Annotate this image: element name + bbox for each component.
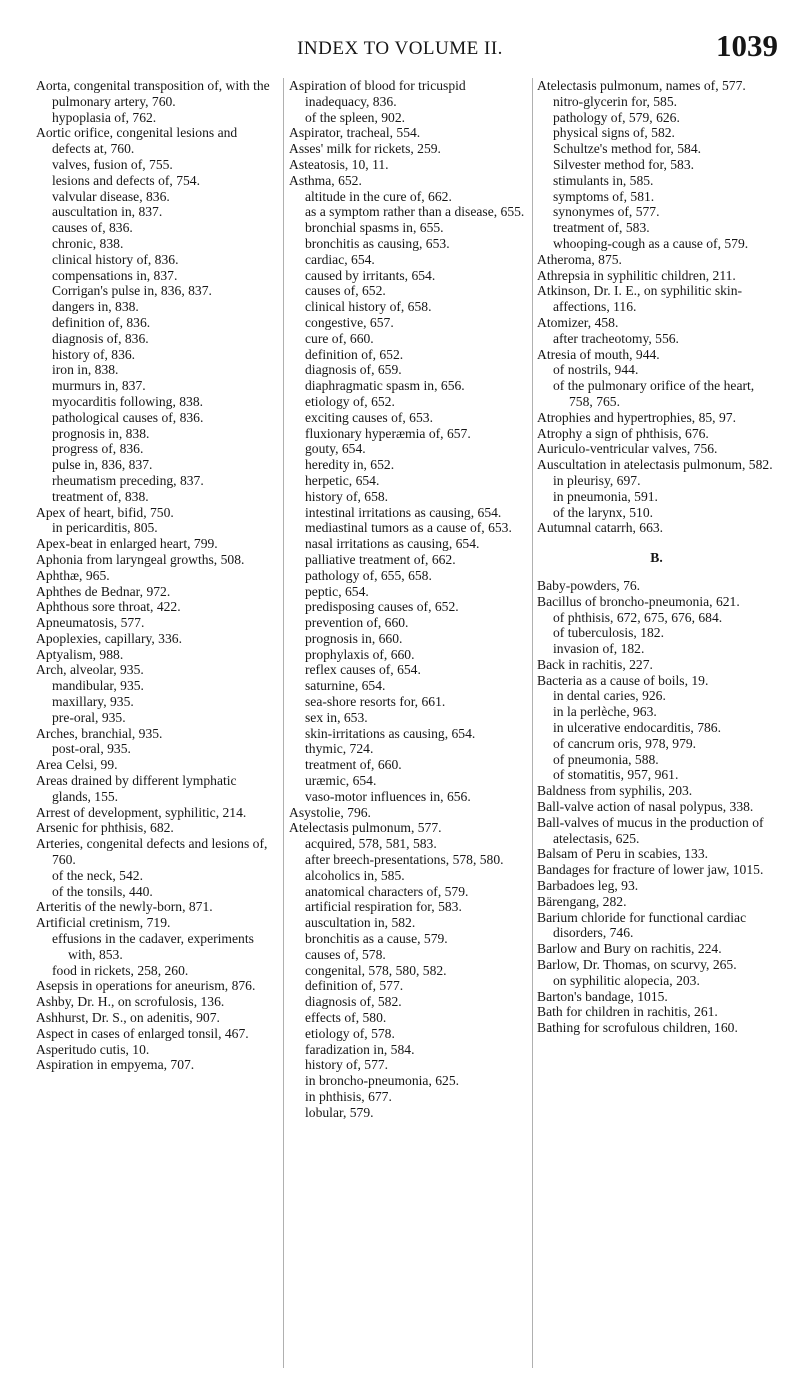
index-entry: Arteritis of the newly-born, 871. bbox=[36, 899, 213, 915]
index-subentry: of the neck, 542. bbox=[52, 867, 143, 883]
index-subentry: faradization in, 584. bbox=[305, 1041, 415, 1057]
index-subentry: anatomical characters of, 579. bbox=[305, 883, 469, 899]
index-entry: Baldness from syphilis, 203. bbox=[537, 783, 693, 799]
index-subentry: of the larynx, 510. bbox=[553, 504, 654, 520]
index-subentry: dangers in, 838. bbox=[52, 299, 139, 315]
index-subentry: etiology of, 652. bbox=[305, 393, 395, 409]
index-subentry: clinical history of, 836. bbox=[52, 251, 179, 267]
index-subentry: progress of, 836. bbox=[52, 441, 144, 457]
index-subentry: nasal irritations as causing, 654. bbox=[305, 536, 480, 552]
index-subentry: in ulcerative endocarditis, 786. bbox=[553, 720, 721, 736]
index-subentry: of the spleen, 902. bbox=[305, 109, 406, 125]
index-entry: Back in rachitis, 227. bbox=[537, 656, 653, 672]
index-entry: Aphthæ, 965. bbox=[36, 567, 110, 583]
page-header bbox=[22, 16, 778, 76]
index-subentry: prognosis in, 660. bbox=[305, 630, 403, 646]
index-subentry: mandibular, 935. bbox=[52, 678, 144, 694]
index-subentry: exciting causes of, 653. bbox=[305, 409, 433, 425]
index-entry: Arsenic for phthisis, 682. bbox=[36, 820, 174, 836]
index-entry: Atkinson, Dr. I. E., on syphilitic skin-affections, 116. bbox=[537, 283, 743, 315]
index-subentry: reflex causes of, 654. bbox=[305, 662, 421, 678]
index-entry: Aptyalism, 988. bbox=[36, 646, 124, 662]
index-column-2 bbox=[289, 78, 529, 1121]
index-subentry: treatment of, 583. bbox=[553, 220, 650, 236]
index-subentry: after tracheotomy, 556. bbox=[553, 330, 679, 346]
index-subentry: intestinal irritations as causing, 654. bbox=[305, 504, 502, 520]
index-subentry: causes of, 652. bbox=[305, 283, 386, 299]
index-subentry: thymic, 724. bbox=[305, 741, 374, 757]
index-entry: Aphthous sore throat, 422. bbox=[36, 599, 181, 615]
index-subentry: history of, 836. bbox=[52, 346, 136, 362]
index-subentry: palliative treatment of, 662. bbox=[305, 551, 456, 567]
index-subentry: valves, fusion of, 755. bbox=[52, 156, 173, 172]
index-entry: Apoplexies, capillary, 336. bbox=[36, 630, 182, 646]
index-entry: Ashhurst, Dr. S., on adenitis, 907. bbox=[36, 1010, 220, 1026]
index-subentry: cure of, 660. bbox=[305, 330, 374, 346]
index-subentry: as a symptom rather than a disease, 655. bbox=[305, 204, 525, 220]
index-entry: Atelectasis pulmonum, 577. bbox=[289, 820, 442, 836]
index-subentry: treatment of, 660. bbox=[305, 757, 402, 773]
index-subentry: effects of, 580. bbox=[305, 1010, 387, 1026]
index-subentry: of pneumonia, 588. bbox=[553, 751, 659, 767]
index-subentry: etiology of, 578. bbox=[305, 1025, 395, 1041]
index-columns bbox=[36, 78, 776, 1368]
index-subentry: acquired, 578, 581, 583. bbox=[305, 836, 437, 852]
index-subentry: alcoholics in, 585. bbox=[305, 867, 405, 883]
index-entry: Area Celsi, 99. bbox=[36, 757, 118, 773]
index-subentry: lesions and defects of, 754. bbox=[52, 172, 200, 188]
index-subentry: diagnosis of, 659. bbox=[305, 362, 402, 378]
index-subentry: physical signs of, 582. bbox=[553, 125, 675, 141]
index-subentry: bronchial spasms in, 655. bbox=[305, 220, 444, 236]
index-subentry: Silvester method for, 583. bbox=[553, 156, 695, 172]
index-column-1 bbox=[36, 78, 276, 1073]
index-entry: Arteries, congenital defects and lesions of, 760. bbox=[36, 836, 268, 868]
index-entry: Barbadoes leg, 93. bbox=[537, 878, 639, 894]
index-entry: Arch, alveolar, 935. bbox=[36, 662, 144, 678]
index-entry: Aphthes de Bednar, 972. bbox=[36, 583, 171, 599]
index-subentry: causes of, 836. bbox=[52, 220, 133, 236]
index-subentry: myocarditis following, 838. bbox=[52, 393, 204, 409]
index-entry: Bärengang, 282. bbox=[537, 893, 627, 909]
index-subentry: of nostrils, 944. bbox=[553, 362, 639, 378]
index-subentry: pre-oral, 935. bbox=[52, 709, 126, 725]
index-subentry: hypoplasia of, 762. bbox=[52, 109, 157, 125]
index-subentry: sea-shore resorts for, 661. bbox=[305, 694, 446, 710]
index-subentry: definition of, 836. bbox=[52, 314, 151, 330]
index-entry: Atrophy a sign of phthisis, 676. bbox=[537, 425, 709, 441]
index-subentry: of tuberculosis, 182. bbox=[553, 625, 665, 641]
index-subentry: in pleurisy, 697. bbox=[553, 472, 641, 488]
index-subentry: uræmic, 654. bbox=[305, 773, 377, 789]
index-subentry: clinical history of, 658. bbox=[305, 299, 432, 315]
index-entry: Atomizer, 458. bbox=[537, 314, 619, 330]
section-letter: B. bbox=[650, 550, 663, 566]
index-entry: Arches, branchial, 935. bbox=[36, 725, 163, 741]
index-entry: Asteatosis, 10, 11. bbox=[289, 156, 389, 172]
index-subentry: of the tonsils, 440. bbox=[52, 883, 153, 899]
index-subentry: gouty, 654. bbox=[305, 441, 366, 457]
index-subentry: caused by irritants, 654. bbox=[305, 267, 436, 283]
index-entry: Arrest of development, syphilitic, 214. bbox=[36, 804, 247, 820]
index-subentry: peptic, 654. bbox=[305, 583, 369, 599]
index-subentry: Corrigan's pulse in, 836, 837. bbox=[52, 283, 212, 299]
index-entry: Autumnal catarrh, 663. bbox=[537, 520, 664, 536]
index-subentry: pathology of, 655, 658. bbox=[305, 567, 432, 583]
page-number: 1039 bbox=[716, 28, 778, 63]
index-entry: Apex-beat in enlarged heart, 799. bbox=[36, 536, 218, 552]
index-subentry: rheumatism preceding, 837. bbox=[52, 472, 204, 488]
index-entry: Aspect in cases of enlarged tonsil, 467. bbox=[36, 1025, 249, 1041]
index-subentry: bronchitis as causing, 653. bbox=[305, 235, 450, 251]
index-entry: Bathing for scrofulous children, 160. bbox=[537, 1020, 738, 1036]
index-entry: Auriculo-ventricular valves, 756. bbox=[537, 441, 718, 457]
index-entry: Asthma, 652. bbox=[289, 172, 362, 188]
index-subentry: pulse in, 836, 837. bbox=[52, 457, 153, 473]
index-entry: Asperitudo cutis, 10. bbox=[36, 1041, 150, 1057]
index-entry: Asses' milk for rickets, 259. bbox=[289, 141, 441, 157]
index-subentry: skin-irritations as causing, 654. bbox=[305, 725, 476, 741]
index-entry: Apex of heart, bifid, 750. bbox=[36, 504, 174, 520]
index-entry: Aorta, congenital transposition of, with the pulmonary artery, 760. bbox=[36, 78, 270, 109]
index-subentry: auscultation in, 837. bbox=[52, 204, 163, 220]
running-title: INDEX TO VOLUME II. bbox=[297, 38, 503, 59]
index-subentry: bronchitis as a cause, 579. bbox=[305, 931, 448, 947]
index-entry: Ball-valve action of nasal polypus, 338. bbox=[537, 799, 754, 815]
index-subentry: food in rickets, 258, 260. bbox=[52, 962, 189, 978]
index-subentry: cardiac, 654. bbox=[305, 251, 375, 267]
index-subentry: prevention of, 660. bbox=[305, 615, 409, 631]
index-entry: Aortic orifice, congenital lesions and defects at, 760. bbox=[36, 125, 238, 157]
index-entry: Aphonia from laryngeal growths, 508. bbox=[36, 551, 245, 567]
index-subentry: in phthisis, 677. bbox=[305, 1089, 392, 1104]
index-subentry: herpetic, 654. bbox=[305, 472, 380, 488]
index-subentry: definition of, 652. bbox=[305, 346, 404, 362]
index-subentry: diagnosis of, 836. bbox=[52, 330, 149, 346]
index-subentry: of cancrum oris, 978, 979. bbox=[553, 735, 697, 751]
index-subentry: iron in, 838. bbox=[52, 362, 119, 378]
index-subentry: symptoms of, 581. bbox=[553, 188, 655, 204]
index-entry: Aspiration of blood for tricuspid inadequacy, 836. bbox=[289, 78, 466, 109]
index-subentry: whooping-cough as a cause of, 579. bbox=[553, 235, 749, 251]
index-subentry: diagnosis of, 582. bbox=[305, 994, 402, 1010]
index-subentry: chronic, 838. bbox=[52, 235, 124, 251]
index-entry: Areas drained by different lymphatic glands, 155. bbox=[36, 773, 237, 804]
index-subentry: murmurs in, 837. bbox=[52, 378, 146, 394]
index-subentry: in dental caries, 926. bbox=[553, 688, 666, 704]
index-subentry: congestive, 657. bbox=[305, 314, 394, 330]
index-subentry: in pericarditis, 805. bbox=[52, 520, 158, 536]
index-entry: Atheroma, 875. bbox=[537, 251, 622, 267]
index-entry: Atrophies and hypertrophies, 85, 97. bbox=[537, 409, 736, 425]
index-entry: Balsam of Peru in scabies, 133. bbox=[537, 846, 709, 862]
index-subentry: of the pulmonary orifice of the heart, 758, 765. bbox=[553, 378, 755, 409]
index-entry: Barium chloride for functional cardiac disorders, 746. bbox=[537, 909, 747, 941]
index-subentry: history of, 658. bbox=[305, 488, 389, 504]
index-subentry: valvular disease, 836. bbox=[52, 188, 170, 204]
index-subentry: in broncho-pneumonia, 625. bbox=[305, 1073, 460, 1089]
index-subentry: maxillary, 935. bbox=[52, 694, 134, 710]
index-entry: Ashby, Dr. H., on scrofulosis, 136. bbox=[36, 994, 225, 1010]
index-subentry: compensations in, 837. bbox=[52, 267, 178, 283]
index-subentry: post-oral, 935. bbox=[52, 741, 131, 757]
index-entry: Barton's bandage, 1015. bbox=[537, 988, 668, 1004]
index-subentry: definition of, 577. bbox=[305, 978, 404, 994]
index-entry: Aspiration in empyema, 707. bbox=[36, 1057, 195, 1073]
index-subentry: in pneumonia, 591. bbox=[553, 488, 658, 504]
index-entry: Barlow and Bury on rachitis, 224. bbox=[537, 941, 722, 957]
index-subentry: synonymes of, 577. bbox=[553, 204, 660, 220]
index-entry: Asepsis in operations for aneurism, 876. bbox=[36, 978, 256, 994]
index-column-3 bbox=[537, 78, 776, 1036]
index-subentry: pathology of, 579, 626. bbox=[553, 109, 680, 125]
index-entry: Bath for children in rachitis, 261. bbox=[537, 1004, 718, 1020]
index-subentry: fluxionary hyperæmia of, 657. bbox=[305, 425, 471, 441]
index-entry: Barlow, Dr. Thomas, on scurvy, 265. bbox=[537, 957, 737, 973]
index-subentry: auscultation in, 582. bbox=[305, 915, 416, 931]
index-subentry: after breech-presentations, 578, 580. bbox=[305, 852, 504, 868]
index-subentry: congenital, 578, 580, 582. bbox=[305, 962, 447, 978]
index-entry: Apneumatosis, 577. bbox=[36, 615, 145, 631]
index-subentry: prognosis in, 838. bbox=[52, 425, 150, 441]
index-entry: Bacteria as a cause of boils, 19. bbox=[537, 672, 709, 688]
index-entry: Bacillus of broncho-pneumonia, 621. bbox=[537, 593, 740, 609]
index-entry: Artificial cretinism, 719. bbox=[36, 915, 171, 931]
index-subentry: artificial respiration for, 583. bbox=[305, 899, 462, 915]
index-entry: Auscultation in atelectasis pulmonum, 582. bbox=[537, 457, 773, 473]
index-entry: Bandages for fracture of lower jaw, 1015. bbox=[537, 862, 764, 878]
index-subentry: sex in, 653. bbox=[305, 709, 368, 725]
index-entry: Baby-powders, 76. bbox=[537, 577, 641, 593]
index-subentry: causes of, 578. bbox=[305, 946, 386, 962]
index-subentry: lobular, 579. bbox=[305, 1104, 374, 1120]
index-subentry: effusions in the cadaver, experiments with, 853. bbox=[52, 931, 254, 962]
index-subentry: saturnine, 654. bbox=[305, 678, 386, 694]
index-entry: Ball-valves of mucus in the production of atelectasis, 625. bbox=[537, 814, 764, 846]
index-subentry: prophylaxis of, 660. bbox=[305, 646, 415, 662]
index-subentry: nitro-glycerin for, 585. bbox=[553, 93, 678, 109]
index-subentry: predisposing causes of, 652. bbox=[305, 599, 459, 615]
column-divider bbox=[283, 78, 284, 1368]
index-entry: Athrepsia in syphilitic children, 211. bbox=[537, 267, 736, 283]
index-entry: Atresia of mouth, 944. bbox=[537, 346, 660, 362]
index-subentry: pathological causes of, 836. bbox=[52, 409, 204, 425]
index-subentry: treatment of, 838. bbox=[52, 488, 149, 504]
index-subentry: in la perlèche, 963. bbox=[553, 704, 657, 720]
index-entry: Atelectasis pulmonum, names of, 577. bbox=[537, 78, 746, 93]
index-subentry: diaphragmatic spasm in, 656. bbox=[305, 378, 465, 394]
index-subentry: of stomatitis, 957, 961. bbox=[553, 767, 679, 783]
index-subentry: of phthisis, 672, 675, 676, 684. bbox=[553, 609, 723, 625]
index-subentry: vaso-motor influences in, 656. bbox=[305, 788, 471, 804]
index-subentry: history of, 577. bbox=[305, 1057, 389, 1073]
index-entry: Aspirator, tracheal, 554. bbox=[289, 125, 421, 141]
index-subentry: Schultze's method for, 584. bbox=[553, 141, 702, 157]
index-subentry: invasion of, 182. bbox=[553, 641, 645, 657]
index-subentry: heredity in, 652. bbox=[305, 457, 395, 473]
index-subentry: stimulants in, 585. bbox=[553, 172, 654, 188]
index-subentry: mediastinal tumors as a cause of, 653. bbox=[305, 520, 512, 536]
index-entry: Asystolie, 796. bbox=[289, 804, 371, 820]
index-subentry: altitude in the cure of, 662. bbox=[305, 188, 452, 204]
column-divider bbox=[532, 78, 533, 1368]
index-subentry: on syphilitic alopecia, 203. bbox=[553, 972, 700, 988]
